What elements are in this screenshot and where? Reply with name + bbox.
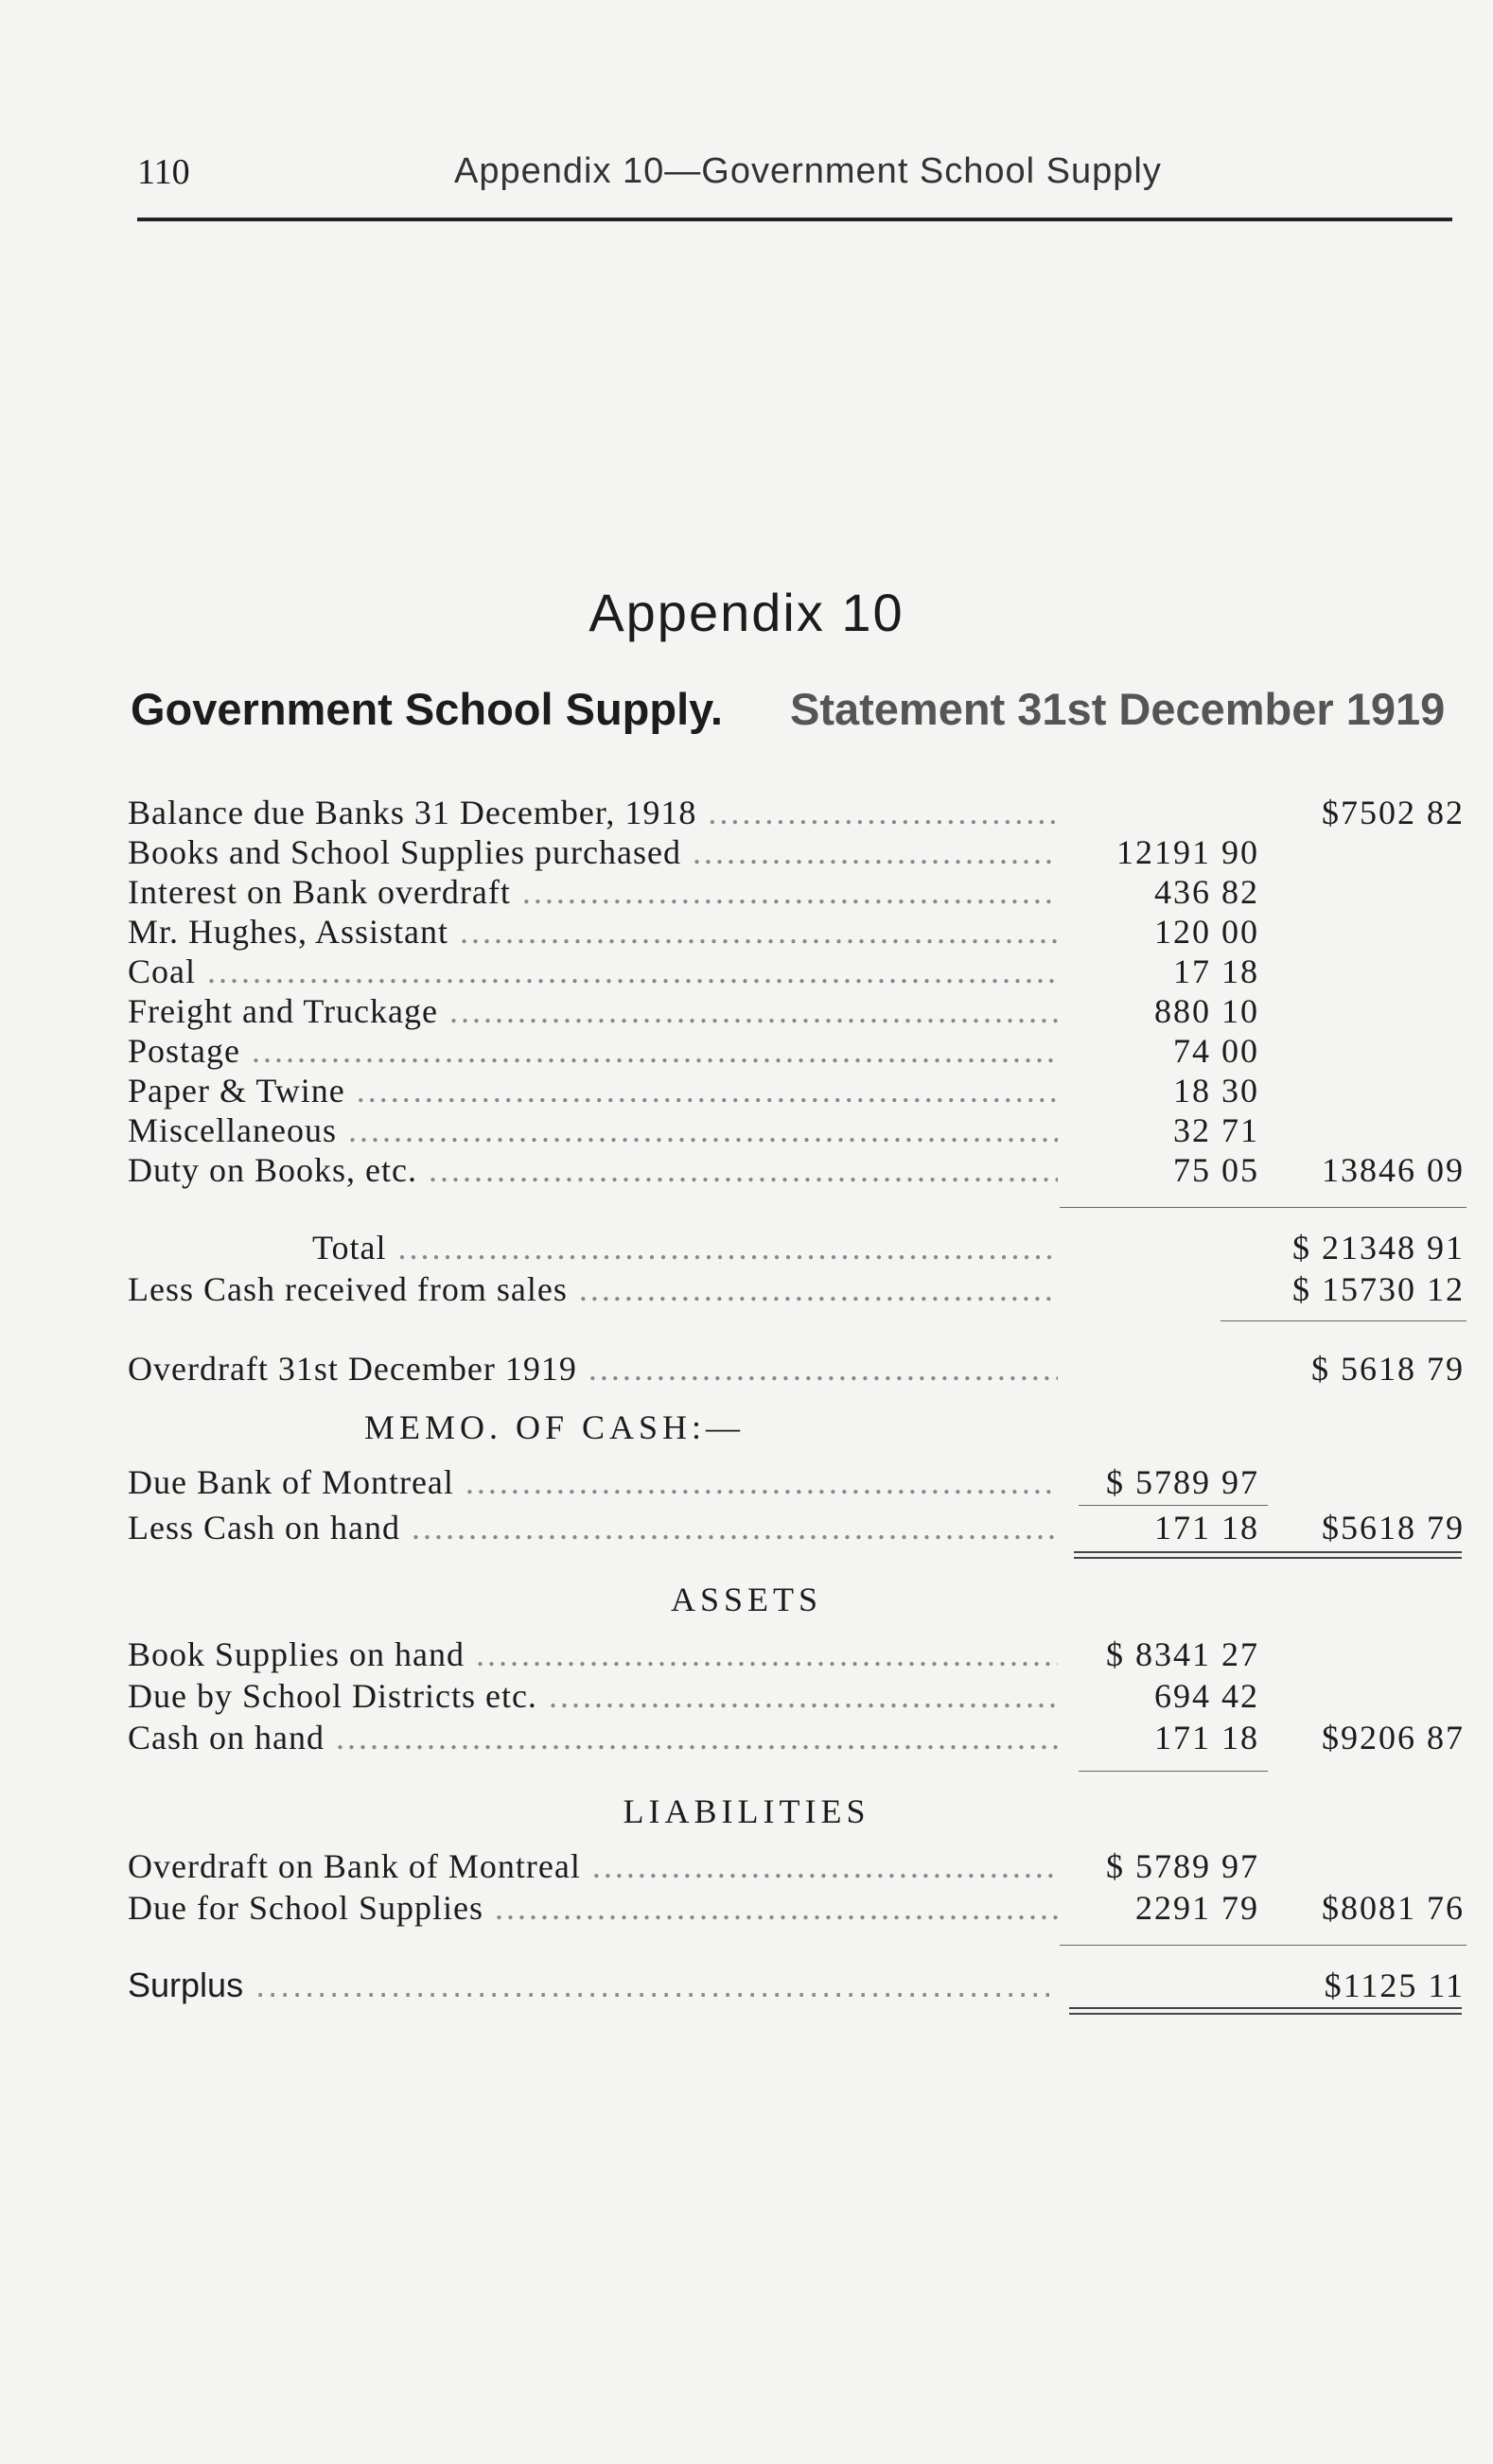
- row-label: Due by School Districts etc. .....: [128, 1676, 1058, 1716]
- liabilities-heading-text: LIABILITIES: [623, 1792, 870, 1830]
- liabilities-rule: [1060, 1945, 1467, 1946]
- row-amount: 171 18: [1154, 1509, 1259, 1547]
- less-cash-row: [0, 1269, 1493, 1309]
- less-cash-value: $ 15730 12: [1292, 1270, 1465, 1308]
- row-amount: 436 82: [1154, 873, 1259, 911]
- row-amount: $ 5789 97: [1106, 1463, 1259, 1501]
- row-label: Cash on hand .....: [128, 1718, 1058, 1757]
- row-label: Paper & Twine .....: [128, 1071, 1058, 1110]
- total-value: $ 21348 91: [1292, 1229, 1465, 1267]
- row-label: Miscellaneous .....: [128, 1110, 1058, 1150]
- appendix-title: Appendix 10: [588, 583, 905, 642]
- row-label: Balance due Banks 31 December, 1918 .....: [128, 793, 1058, 832]
- statement-row: [0, 912, 1493, 952]
- liabilities-row: [0, 1846, 1493, 1886]
- statement-date: Statement 31st December 1919: [790, 684, 1446, 734]
- total-rule: [1060, 1207, 1467, 1208]
- assets-heading-text: ASSETS: [670, 1581, 823, 1618]
- memo-double-rule-bottom: [1074, 1557, 1462, 1559]
- statement-row: [0, 1150, 1493, 1190]
- statement-row: [0, 872, 1493, 912]
- row-amount: 18 30: [1173, 1072, 1259, 1110]
- row-label: Less Cash on hand .....: [128, 1508, 1058, 1547]
- overdraft-value: $ 5618 79: [1311, 1350, 1465, 1388]
- row-amount: 75 05: [1173, 1151, 1259, 1189]
- assets-row: [0, 1634, 1493, 1674]
- statement-row: [0, 793, 1493, 832]
- statement-row: [0, 1031, 1493, 1071]
- row-amount: 694 42: [1154, 1677, 1259, 1715]
- row-amount: 171 18: [1154, 1719, 1259, 1756]
- assets-heading: [0, 1580, 1493, 1619]
- assets-rule: [1079, 1771, 1268, 1772]
- statement-subtitle: Government School Supply.: [131, 684, 723, 734]
- row-label: Books and School Supplies purchased .....: [128, 832, 1058, 872]
- surplus-row: [0, 1966, 1493, 2005]
- row-amount: 880 10: [1154, 992, 1259, 1030]
- statement-row: [0, 952, 1493, 991]
- total-label: Total .....: [312, 1228, 1058, 1267]
- row-label: Due Bank of Montreal .....: [128, 1462, 1058, 1502]
- row-amount: 2291 79: [1135, 1889, 1259, 1927]
- row-amount: 32 71: [1173, 1111, 1259, 1149]
- liabilities-heading: [0, 1791, 1493, 1831]
- page-number: 110: [137, 152, 190, 192]
- overdraft-row: [0, 1349, 1493, 1389]
- total-row: [0, 1228, 1493, 1267]
- row-subtotal: 13846 09: [1322, 1151, 1465, 1189]
- row-amount: 12191 90: [1116, 833, 1259, 871]
- overdraft-label: Overdraft 31st December 1919 .....: [128, 1349, 1058, 1389]
- row-subtotal: $9206 87: [1322, 1719, 1465, 1756]
- surplus-double-rule-bottom: [1069, 2013, 1462, 2015]
- memo-row: [0, 1508, 1493, 1547]
- row-label: Freight and Truckage .....: [128, 991, 1058, 1031]
- row-label: Mr. Hughes, Assistant .....: [128, 912, 1058, 952]
- statement-row: [0, 832, 1493, 872]
- row-subtotal: $5618 79: [1322, 1509, 1465, 1547]
- surplus-double-rule-top: [1069, 2007, 1462, 2009]
- row-label: Coal .....: [128, 952, 1058, 991]
- header-rule: [137, 218, 1452, 221]
- row-amount: $ 5789 97: [1106, 1847, 1259, 1885]
- row-subtotal: $8081 76: [1322, 1889, 1465, 1927]
- row-label: Due for School Supplies .....: [128, 1888, 1058, 1928]
- liabilities-row: [0, 1888, 1493, 1928]
- statement-row: [0, 1071, 1493, 1110]
- memo-heading-text: MEMO. OF CASH:—: [364, 1408, 746, 1446]
- row-label: Postage .....: [128, 1031, 1058, 1071]
- row-label: Overdraft on Bank of Montreal .....: [128, 1846, 1058, 1886]
- row-amount: $ 8341 27: [1106, 1635, 1259, 1673]
- row-amount: 74 00: [1173, 1032, 1259, 1070]
- row-label: Book Supplies on hand .....: [128, 1634, 1058, 1674]
- row-amount: 17 18: [1173, 952, 1259, 990]
- surplus-value: $1125 11: [1324, 1966, 1465, 2004]
- assets-row: [0, 1676, 1493, 1716]
- memo-double-rule-top: [1074, 1551, 1462, 1553]
- assets-row: [0, 1718, 1493, 1757]
- running-title: Appendix 10—Government School Supply: [454, 151, 1162, 191]
- row-subtotal: $7502 82: [1322, 794, 1465, 831]
- memo-heading: [0, 1407, 1493, 1447]
- statement-row: [0, 991, 1493, 1031]
- row-label: Duty on Books, etc. .....: [128, 1150, 1058, 1190]
- surplus-label: Surplus .....: [128, 1966, 1058, 2005]
- overdraft-rule: [1221, 1320, 1467, 1321]
- row-amount: 120 00: [1154, 913, 1259, 951]
- memo-row: [0, 1462, 1493, 1502]
- less-cash-label: Less Cash received from sales .....: [128, 1269, 1058, 1309]
- row-label: Interest on Bank overdraft .....: [128, 872, 1058, 912]
- statement-row: [0, 1110, 1493, 1150]
- memo-rule: [1079, 1505, 1268, 1506]
